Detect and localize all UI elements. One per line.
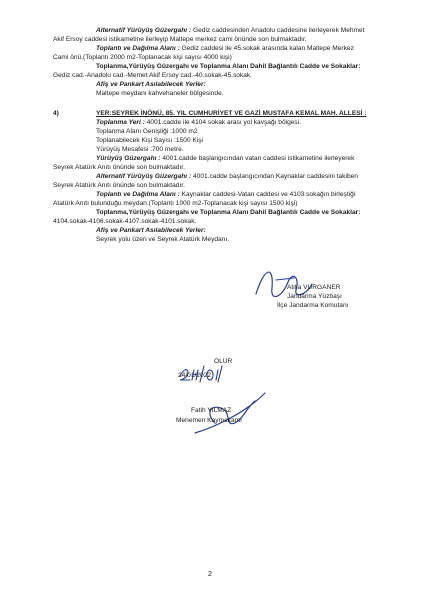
section-4-number: 4)	[53, 110, 59, 117]
approval-date: 24/01/2022	[178, 372, 212, 379]
s4-poster-places-text: Seyrek yolu üzeri ve Seyrek Atatürk Meydanı.	[96, 236, 230, 243]
meeting-area-text: Gediz caddesi ile 45.sokak arasında kalan Maltepe Merkez	[181, 45, 354, 52]
s4-connected-streets-label: Toplanma,Yürüyüş Güzergahı ve Toplanma Alanı Dahil Bağlantılı Cadde ve Sokaklar:	[96, 209, 361, 216]
place-text: 4001.cadde ile 4104 sokak arası yol kavşağı bölgesi.	[146, 119, 302, 126]
alt-route-label: Alternatif Yürüyüş Güzergahı :	[96, 27, 192, 34]
route-line-1	[96, 155, 354, 163]
section-4-title: YER:SEYREK İNÖNÜ, 85. YIL CUMHURİYET VE GAZİ MUSTAFA KEMAL MAH. ALLESİ :	[96, 110, 367, 117]
governor-title: Menemen Kaymakamı	[176, 417, 242, 424]
s4-alt-route-label: Alternatif Yürüyüş Güzergahı :	[96, 173, 192, 180]
meeting-area-line-2: Cami önü.(Toplantı 2000 m2-Toplanacak kişi sayısı 4000 kişi)	[53, 54, 232, 61]
poster-places-text: Maltepe meydanı kahvehaneler bölgesinde.	[96, 90, 224, 97]
gendarmerie-unit: İlçe Jandarma Komutanı	[277, 302, 349, 309]
people-count: Toplanabilecek Kişi Sayısı :1500 Kişi	[96, 137, 204, 144]
s4-meeting-area-label: Toplantı ve Dağılma Alanı :	[96, 191, 180, 198]
place-label: Toplanma Yeri :	[96, 119, 145, 126]
approval-olur: OLUR	[214, 358, 233, 365]
s4-alt-route-line-1	[96, 173, 358, 181]
route-line-2: Seyrek Atatürk Anıtı önünde son bulmaktadır.	[53, 164, 185, 171]
connected-streets-label: Toplanma,Yürüyüş Güzergahı ve Toplanma Alanı Dahil Bağlantılı Cadde ve Sokaklar:	[96, 63, 361, 70]
page-number: 2	[208, 571, 212, 578]
meeting-area-line-1	[96, 45, 354, 53]
poster-places-label: Afiş ve Pankart Asılabilecek Yerler:	[96, 81, 206, 88]
alt-route-line-1	[96, 27, 365, 35]
gendarmerie-name: Atilla VURGANER	[287, 284, 341, 291]
place-line	[96, 119, 301, 127]
meeting-area-label: Toplantı ve Dağılma Alanı :	[96, 45, 180, 52]
s4-alt-route-line-2: Seyrek Atatürk Anıtı önünde son bulmaktadır.	[53, 182, 185, 189]
alt-route-line-2: Akif Ersoy caddesi istikametine ilerleyip Maltepe merkez cami önünde son bulmaktadır.	[53, 36, 307, 43]
s4-poster-places-label: Afiş ve Pankart Asılabilecek Yerler:	[96, 227, 206, 234]
s4-meeting-area-line-1	[96, 191, 355, 199]
s4-alt-route-text: 4001.cadde başlangıcından Kaynaklar caddesini takiben	[192, 173, 358, 180]
route-text: 4001.cadde başlangıcından vatan caddesi istikametine ilerleyerek	[162, 155, 355, 162]
governor-name: Fatih YILMAZ	[191, 407, 232, 414]
connected-streets-text: Gediz cad.-Anadolu cad.-Memet Akif Ersoy cad.-40.sokak-45.sokak.	[53, 72, 253, 79]
area-size: Toplanma Alanı Genişliği :1000 m2	[96, 128, 198, 135]
gendarmerie-rank: Jandarma Yüzbaşı	[287, 293, 342, 300]
s4-meeting-area-line-2: Atatürk Anıtı bulunduğu meydan.(Toplantı 1000 m2-Toplanacak kişi sayısı 1500 kişi)	[53, 200, 298, 207]
walk-distance: Yürüyüş Mesafesi :700 metre.	[96, 146, 184, 153]
s4-connected-streets-text: 4104.sokak-4106.sokak-4107.sokak-4101.sokak.	[53, 218, 197, 225]
route-label: Yürüyüş Güzergahı :	[96, 155, 161, 162]
s4-meeting-area-text: Kaynaklar caddesi-Vatan caddesi ve 4103.sokağın birleştiği	[181, 191, 356, 198]
alt-route-text: Gediz caddesinden Anadolu caddesine ilerleyerek Mehmet	[192, 27, 365, 34]
